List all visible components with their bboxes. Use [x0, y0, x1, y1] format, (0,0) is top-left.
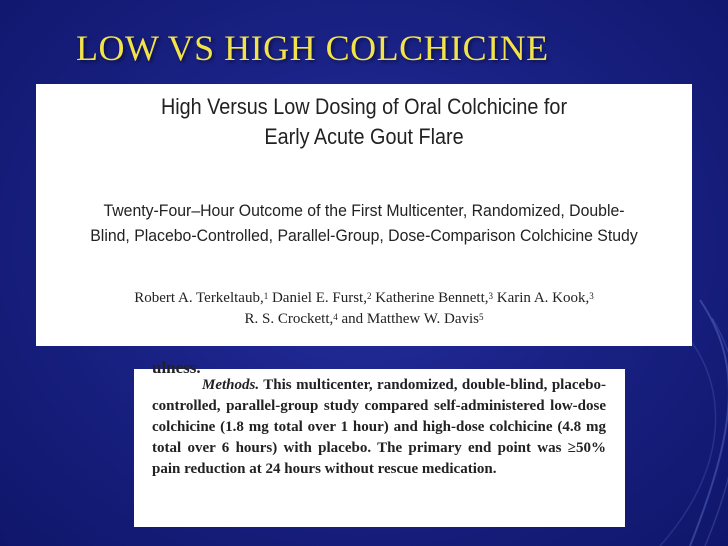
author-affiliation: 5 [478, 312, 484, 322]
author-affiliation: 4 [333, 312, 338, 322]
author-name: Karin A. Kook, [496, 290, 590, 306]
methods-paragraph [152, 375, 606, 480]
author-affiliation: 2 [366, 291, 372, 301]
methods-excerpt-image [134, 358, 625, 527]
author-name: Daniel E. Furst, [271, 290, 367, 306]
paper-title [69, 92, 659, 152]
author-affiliation: 3 [589, 291, 594, 301]
author-name: Katherine Bennett, [375, 290, 489, 306]
author-affiliation: 1 [263, 291, 269, 301]
authors-line-2 [44, 309, 684, 330]
paper-authors [44, 288, 684, 330]
author-name: Robert A. Terkeltaub, [134, 290, 264, 306]
paper-subtitle-line-1: Twenty-Four–Hour Outcome of the First Multicenter, Randomized, Double- [103, 201, 625, 220]
paper-header-image [36, 84, 692, 346]
author-name: R. S. Crockett, [244, 311, 334, 327]
paper-title-line-1: High Versus Low Dosing of Oral Colchicine for [160, 94, 568, 119]
paper-title-line-2: Early Acute Gout Flare [264, 124, 464, 149]
methods-label: Methods. [202, 377, 260, 393]
author-name: and Matthew W. Davis [341, 311, 479, 327]
methods-body: This multicenter, randomized, double-blind, placebo-controlled, parallel-group study compared self-administered low-dose colchicine (1.8 mg total over 1 hour) and high-dose colchicine (4.8 mg total over 6 hours) with placebo. The primary end point was ≥50% pain reduction at 24 hours without rescue medication. [152, 377, 606, 477]
cut-off-text-line: ulness. [152, 358, 201, 377]
paper-subtitle-line-2: Blind, Placebo-Controlled, Parallel-Group, Dose-Comparison Colchicine Study [90, 226, 638, 245]
slide-title: LOW VS HIGH COLCHICINE [76, 28, 549, 68]
authors-line-1 [44, 288, 684, 309]
paper-subtitle [68, 198, 659, 248]
author-affiliation: 3 [488, 291, 494, 301]
